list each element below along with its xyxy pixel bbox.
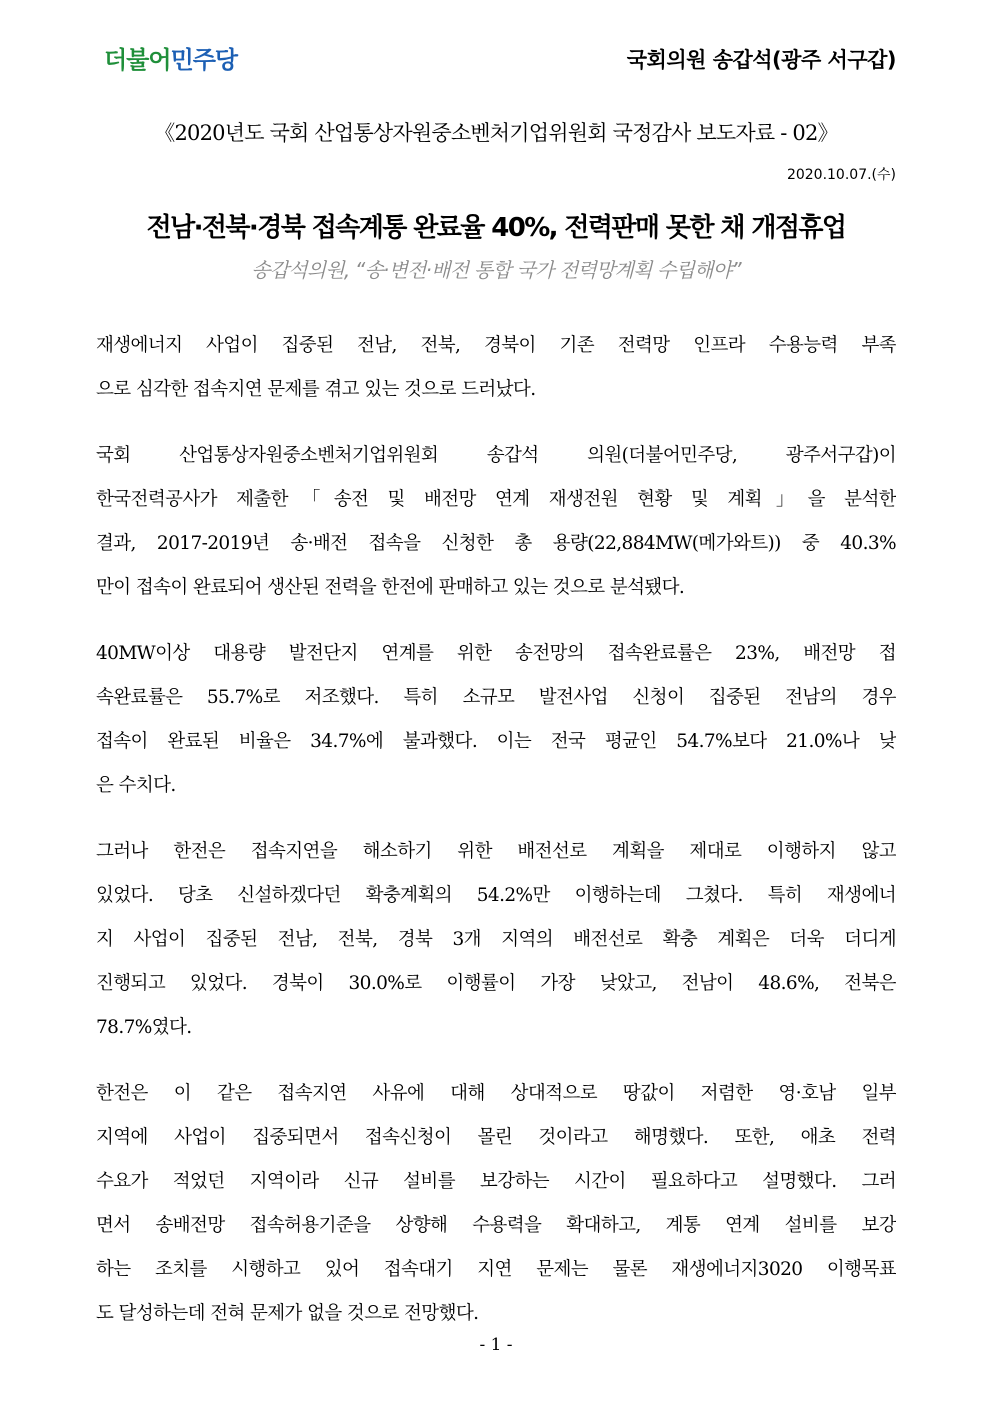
text-line: 한국전력공사가 제출한「송전 및 배전망 연계 재생전원 현황 및 계획」을 분석한 [96,489,896,510]
text-line: 국회 산업통상자원중소벤처기업위원회 송갑석 의원(더불어민주당, 광주서구갑)이 [96,445,896,466]
logo-text-green: 더불어 [104,46,171,74]
text-line: 수요가 적었던 지역이라 신규 설비를 보강하는 시간이 필요하다고 설명했다. 그러 [96,1171,896,1192]
text-line: 한전은 이 같은 접속지연 사유에 대해 상대적으로 땅값이 저렴한 영·호남 일부 [96,1083,896,1104]
paragraph [96,830,896,1050]
text-line: 만이 접속이 완료되어 생산된 전력을 한전에 판매하고 있는 것으로 분석됐다. [96,577,685,598]
text-line: 그러나 한전은 접속지연을 해소하기 위한 배전선로 계획을 제대로 이행하지 않고 [96,841,896,862]
report-title: 《2020년도 국회 산업통상자원중소벤처기업위원회 국정감사 보도자료 - 02》 [154,121,838,145]
party-logo [104,40,237,75]
paragraph [96,434,896,610]
report-date: 2020.10.07.(수) [786,167,896,183]
paragraph [96,632,896,808]
text-line: 면서 송배전망 접속허용기준을 상향해 수용력을 확대하고, 계통 연계 설비를 보강 [96,1215,896,1236]
text-line: 하는 조치를 시행하고 있어 접속대기 지연 문제는 물론 재생에너지3020 이행목표 [96,1259,896,1280]
member-name: 국회의원 송갑석(광주 서구갑) [626,48,896,72]
text-line: 속완료률은 55.7%로 저조했다. 특히 소규모 발전사업 신청이 집중된 전남의 경우 [96,687,896,708]
page-number: - 1 - [479,1335,513,1355]
logo-text-blue: 민주당 [170,46,238,74]
text-line: 78.7%였다. [96,1017,192,1038]
headline: 전남·전북·경북 접속계통 완료율 40%, 전력판매 못한 채 개점휴업 [146,213,846,243]
text-line: 있었다. 당초 신설하겠다던 확충계획의 54.2%만 이행하는데 그쳤다. 특히 재생에너 [96,885,896,906]
text-line: 지 사업이 집중된 전남, 전북, 경북 3개 지역의 배전선로 확충 계획은 더욱 더디게 [96,929,896,950]
article-body [96,324,896,1358]
subheadline: 송갑석의원, “송·변전·배전 통합 국가 전력망계획 수립해야” [251,258,741,282]
text-line: 40MW이상 대용량 발전단지 연계를 위한 송전망의 접속완료률은 23%, 배전망 접 [96,643,896,664]
text-line: 은 수치다. [96,775,176,796]
text-line: 진행되고 있었다. 경북이 30.0%로 이행률이 가장 낮았고, 전남이 48.6%, 전북은 [96,973,896,994]
text-line: 접속이 완료된 비율은 34.7%에 불과했다. 이는 전국 평균인 54.7%보다 21.0%나 낮 [96,731,896,752]
paragraph [96,1072,896,1336]
text-line: 지역에 사업이 집중되면서 접속신청이 몰린 것이라고 해명했다. 또한, 애초 전력 [96,1127,896,1148]
text-line: 결과, 2017-2019년 송·배전 접속을 신청한 총 용량(22,884MW(메가와트)) 중 40.3% [96,533,896,554]
text-line: 으로 심각한 접속지연 문제를 겪고 있는 것으로 드러났다. [96,379,536,400]
text-line: 도 달성하는데 전혀 문제가 없을 것으로 전망했다. [96,1303,479,1324]
paragraph [96,324,896,412]
text-line: 재생에너지 사업이 집중된 전남, 전북, 경북이 기존 전력망 인프라 수용능력 부족 [96,335,896,356]
